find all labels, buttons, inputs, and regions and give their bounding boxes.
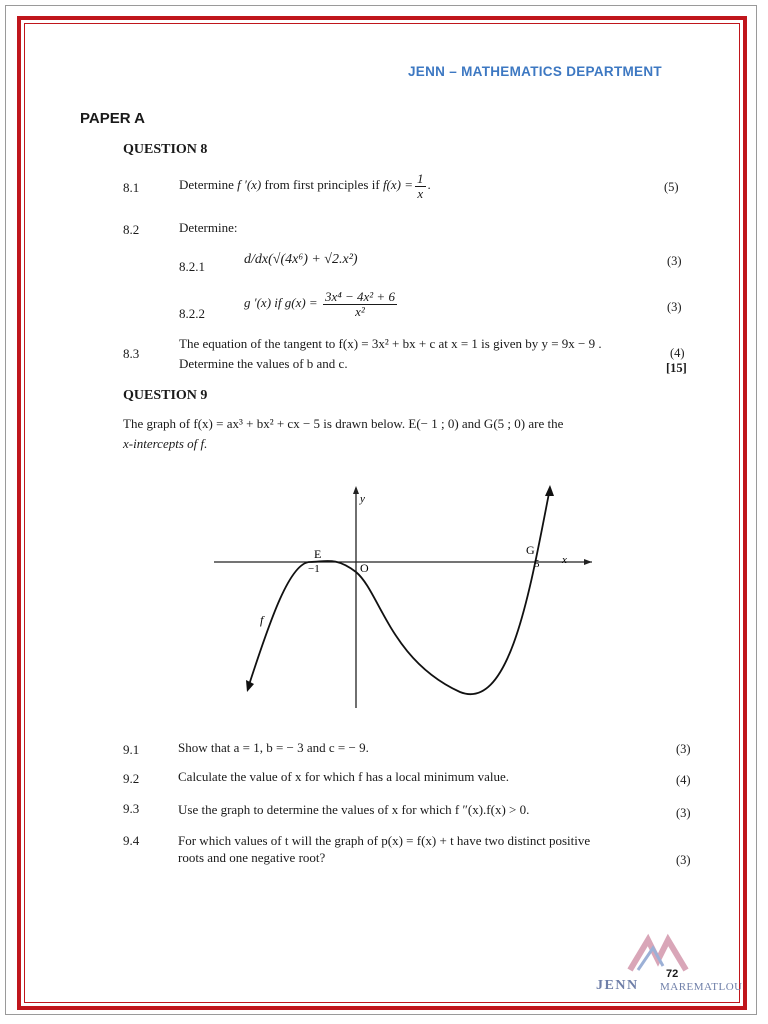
- origin-label: O: [360, 561, 369, 575]
- q8-2-number: 8.2: [123, 222, 140, 237]
- q8-1-lead: Determine: [179, 177, 238, 193]
- question-8-heading: QUESTION 8: [123, 142, 208, 157]
- q8-3-number: 8.3: [123, 346, 140, 361]
- five-tick-label: 5: [534, 558, 540, 570]
- q8-1-lead2: from first principles if: [261, 177, 383, 193]
- q9-3-marks: (3): [676, 806, 691, 820]
- y-axis-label: y: [360, 493, 365, 505]
- page-number: 72: [666, 968, 679, 980]
- q9-3-number: 9.3: [123, 801, 140, 816]
- q8-1-fraction: [415, 172, 426, 200]
- curve-f-label: f: [260, 613, 264, 627]
- x-axis-arrow: [584, 559, 592, 565]
- q8-2-2-number: 8.2.2: [179, 306, 205, 321]
- q9-4-number: 9.4: [123, 833, 140, 848]
- q8-1-marks: (5): [664, 180, 679, 194]
- q8-3-line1: The equation of the tangent to f(x) = 3x² + bx + c at x = 1 is given by y = 9x − 9 .: [179, 336, 602, 351]
- q8-2-text: Determine:: [179, 220, 238, 235]
- q9-4-text-line2: roots and one negative root?: [178, 850, 326, 865]
- paper-title: PAPER A: [80, 110, 146, 127]
- q9-1-number: 9.1: [123, 742, 140, 757]
- q9-4-text-line1: For which values of t will the graph of p(x) = f(x) + t have two distinct positive: [178, 833, 591, 848]
- point-g-label: G: [526, 543, 535, 557]
- q8-2-2-lead: g ′(x) if g(x) =: [244, 295, 318, 311]
- q8-total-marks: [15]: [666, 361, 687, 375]
- q8-1-fprime: f ′(x): [237, 177, 262, 193]
- q8-3-marks: (4): [670, 346, 685, 360]
- q8-2-2-marks: (3): [667, 300, 682, 314]
- q8-2-1-marks: (3): [667, 254, 682, 268]
- q8-2-2-denominator: x²: [355, 303, 365, 319]
- q8-3-line2: Determine the values of b and c.: [179, 356, 348, 371]
- q9-1-marks: (3): [676, 742, 691, 756]
- point-e-label: E: [314, 547, 322, 561]
- q8-1-numerator: 1: [417, 171, 424, 186]
- q8-1-fx: f(x) =: [382, 177, 413, 193]
- q9-2-marks: (4): [676, 773, 691, 787]
- cubic-graph: [200, 480, 600, 720]
- question-9-heading: QUESTION 9: [123, 388, 208, 403]
- logo-text-sub: MAREMATLOU: [660, 981, 743, 993]
- y-axis-arrow: [353, 486, 359, 494]
- q8-2-1-number: 8.2.1: [179, 259, 205, 274]
- q9-intro-line1: The graph of f(x) = ax³ + bx² + cx − 5 is drawn below. E(− 1 ; 0) and G(5 ; 0) are the: [123, 416, 564, 431]
- q9-2-number: 9.2: [123, 771, 140, 786]
- minus-one-tick-label: −1: [308, 563, 320, 575]
- q9-2-text: Calculate the value of x for which f has a local minimum value.: [178, 769, 510, 784]
- q8-2-2-expression: [244, 290, 399, 318]
- curve-arrow-top: [545, 485, 554, 496]
- q9-1-text: Show that a = 1, b = − 3 and c = − 9.: [178, 740, 369, 755]
- curve-f: [248, 488, 550, 694]
- x-axis-label: x: [562, 554, 567, 566]
- q8-2-2-numerator: 3x⁴ − 4x² + 6: [324, 289, 395, 304]
- q8-1-number: 8.1: [123, 180, 140, 195]
- department-header: JENN – MATHEMATICS DEPARTMENT: [408, 64, 662, 79]
- q9-intro-line2: x-intercepts of f.: [123, 436, 208, 451]
- q8-1-text: [179, 172, 431, 200]
- jenn-logo-graphic: [568, 930, 738, 1008]
- q8-1-dot: .: [427, 177, 431, 193]
- q8-2-1-expression: d/dx(√(4x⁶) + √2.x²): [244, 252, 358, 267]
- q9-3-text: Use the graph to determine the values of x for which f ″(x).f(x) > 0.: [178, 802, 530, 817]
- q8-1-denominator: x: [417, 185, 424, 201]
- logo-text-jenn: JENN: [596, 978, 639, 993]
- q9-4-marks: (3): [676, 853, 691, 867]
- q8-2-2-fraction: [323, 290, 397, 318]
